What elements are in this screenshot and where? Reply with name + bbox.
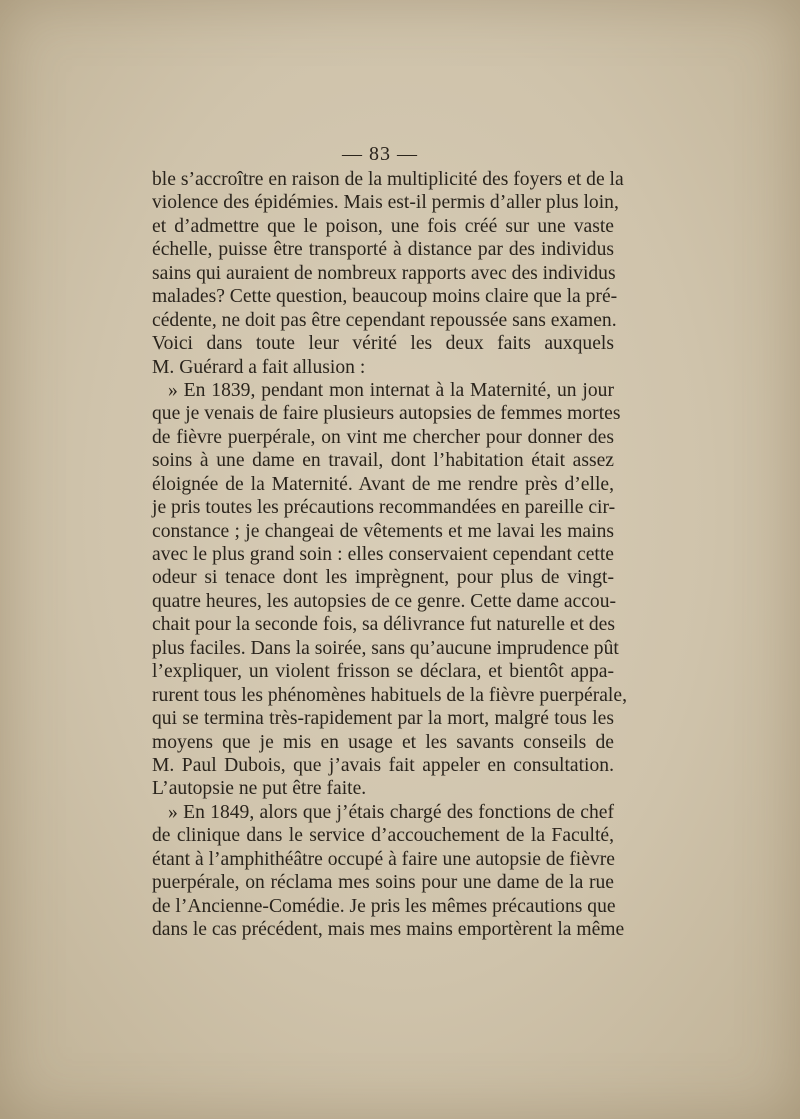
text-line: M. Guérard a fait allusion : — [152, 356, 366, 378]
text-line: chait pour la seconde fois, sa délivrance fut naturelle et des — [152, 614, 615, 636]
text-line: que je venais de faire plusieurs autopsies de femmes mortes — [152, 403, 621, 425]
text-line: je pris toutes les précautions recommandées en pareille cir- — [152, 497, 616, 519]
text-line: de fièvre puerpérale, on vint me chercher pour donner des — [152, 426, 614, 448]
text-line: de l’Ancienne-Comédie. Je pris les mêmes précautions que — [152, 895, 616, 917]
text-line: violence des épidémies. Mais est-il permis d’aller plus loin, — [152, 192, 619, 214]
text-line: cédente, ne doit pas être cependant repoussée sans examen. — [152, 309, 617, 331]
text-line: puerpérale, on réclama mes soins pour une dame de la rue — [152, 872, 614, 894]
text-line: soins à une dame en travail, dont l’habitation était assez — [152, 450, 614, 472]
text-line: moyens que je mis en usage et les savants conseils de — [152, 731, 614, 753]
text-line: M. Paul Dubois, que j’avais fait appeler en consultation. — [152, 754, 614, 776]
text-line: et d’admettre que le poison, une fois créé sur une vaste — [152, 215, 614, 237]
text-line: quatre heures, les autopsies de ce genre. Cette dame accou- — [152, 590, 617, 612]
text-line: plus faciles. Dans la soirée, sans qu’aucune imprudence pût — [152, 637, 619, 659]
text-line: Voici dans toute leur vérité les deux faits auxquels — [152, 333, 614, 355]
text-line: » En 1849, alors que j’étais chargé des fonctions de chef — [168, 801, 614, 823]
text-line: L’autopsie ne put être faite. — [152, 778, 367, 800]
text-line: ble s’accroître en raison de la multiplicité des foyers et de la — [152, 169, 624, 190]
text-line: » En 1839, pendant mon internat à la Maternité, un jour — [168, 379, 614, 401]
page-number: — 83 — — [342, 143, 418, 165]
text-line: l’expliquer, un violent frisson se déclara, et bientôt appa- — [152, 661, 614, 683]
text-line: constance ; je changeai de vêtements et me lavai les mains — [152, 520, 614, 542]
text-line: éloignée de la Maternité. Avant de me rendre près d’elle, — [152, 473, 614, 495]
text-line: qui se termina très-rapidement par la mort, malgré tous les — [152, 708, 614, 730]
text-line: de clinique dans le service d’accouchement de la Faculté, — [152, 825, 614, 847]
text-line: malades? Cette question, beaucoup moins claire que la pré- — [152, 286, 618, 308]
text-line: étant à l’amphithéâtre occupé à faire une autopsie de fièvre — [152, 848, 615, 870]
body-text — [152, 168, 627, 941]
text-line: odeur si tenace dont les imprègnent, pour plus de vingt- — [152, 567, 614, 589]
text-line: avec le plus grand soin : elles conservaient cependant cette — [152, 544, 614, 565]
text-line: sains qui auraient de nombreux rapports avec des individus — [152, 262, 616, 284]
text-line: dans le cas précédent, mais mes mains emportèrent la même — [152, 919, 625, 940]
text-line: échelle, puisse être transporté à distance par des individus — [152, 239, 614, 261]
text-line: rurent tous les phénomènes habituels de la fièvre puerpérale, — [152, 684, 627, 706]
